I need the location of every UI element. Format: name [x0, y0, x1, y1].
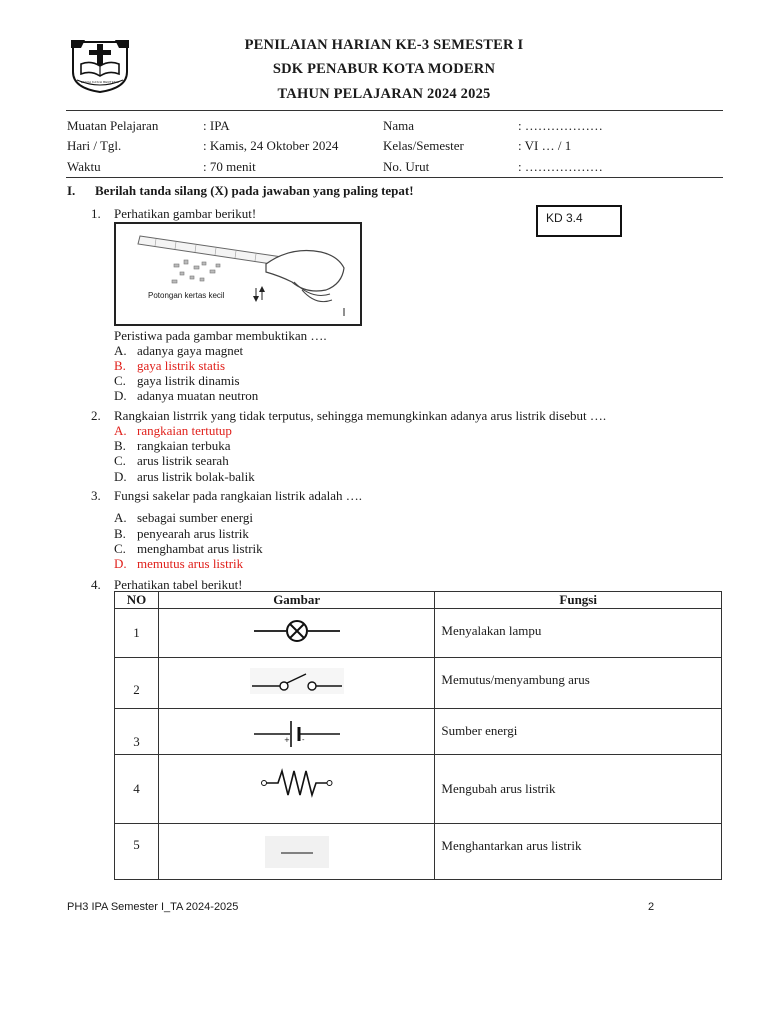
symbol-table — [114, 591, 722, 880]
info-label-subject: Muatan Pelajaran — [67, 118, 159, 133]
switch-symbol-icon — [250, 668, 344, 694]
info-label-date: Hari / Tgl. — [67, 138, 122, 153]
q3-option-b: B. penyearah arus listrik — [114, 526, 249, 541]
q2-number: 2. — [91, 408, 101, 423]
info-label-class: Kelas/Semester — [383, 138, 464, 153]
q2-text: Rangkaian listrrik yang tidak terputus, sehingga memungkinkan adanya arus listrik disebut …. — [114, 408, 607, 423]
info-value-class: : VI … / 1 — [518, 138, 572, 153]
header-title-line1: PENILAIAN HARIAN KE-3 SEMESTER I — [244, 37, 524, 53]
table-cell-gambar — [158, 824, 434, 880]
table-cell-gambar — [158, 658, 434, 709]
footer-left-text: PH3 IPA Semester I_TA 2024-2025 — [67, 901, 239, 913]
q3-text: Fungsi sakelar pada rangkaian listrik adalah …. — [114, 488, 363, 503]
info-value-subject: : IPA — [203, 118, 230, 133]
table-cell-no: 5 — [115, 824, 159, 880]
header-title-line2: SDK PENABUR KOTA MODERN — [272, 61, 496, 77]
table-row — [115, 609, 722, 658]
table-cell-no: 3 — [115, 709, 159, 755]
q3-option-c: C. menghambat arus listrik — [114, 541, 263, 556]
lamp-symbol-icon — [252, 619, 342, 643]
table-cell-gambar — [158, 709, 434, 755]
q1-option-a: A. adanya gaya magnet — [114, 343, 244, 358]
svg-text:+: + — [283, 736, 290, 744]
q3-option-a: A. sebagai sumber energi — [114, 510, 253, 525]
svg-text:-: - — [301, 736, 305, 744]
q1-option-c: C. gaya listrik dinamis — [114, 373, 240, 388]
q1-figure — [114, 222, 362, 326]
logo-motto: BENIH KASIH BERTEMU — [80, 80, 120, 84]
table-cell-no: 2 — [115, 658, 159, 709]
info-value-number: : ……………… — [518, 159, 603, 174]
q3-number: 3. — [91, 488, 101, 503]
table-header-gambar: Gambar — [158, 592, 434, 609]
q1-prompt: Peristiwa pada gambar membuktikan …. — [114, 328, 327, 343]
header-title-line3: TAHUN PELAJARAN 2024 2025 — [277, 86, 491, 102]
info-value-date: : Kamis, 24 Oktober 2024 — [203, 138, 339, 153]
q2-option-d: D. arus listrik bolak-balik — [114, 469, 255, 484]
table-header-fungsi: Fungsi — [435, 592, 722, 609]
figure-caption: Potongan kertas kecil — [148, 291, 225, 300]
table-cell-no: 1 — [115, 609, 159, 658]
table-cell-fungsi: Memutus/menyambung arus — [435, 658, 722, 709]
battery-symbol-icon — [252, 719, 342, 749]
table-header-no: NO — [115, 592, 159, 609]
q1-option-d: D. adanya muatan neutron — [114, 388, 259, 403]
info-value-time: : 70 menit — [203, 159, 256, 174]
kd-box: KD 3.4 — [536, 205, 622, 237]
q1-option-b-answer: B. gaya listrik statis — [114, 358, 226, 373]
info-value-name: : ……………… — [518, 118, 603, 133]
table-row — [115, 824, 722, 880]
table-header-row — [115, 592, 722, 609]
table-cell-fungsi: Menghantarkan arus listrik — [435, 824, 722, 880]
q1-text: Perhatikan gambar berikut! — [114, 206, 257, 221]
table-cell-gambar — [158, 755, 434, 824]
q2-option-a-answer: A. rangkaian tertutup — [114, 423, 232, 438]
resistor-symbol-icon — [260, 763, 334, 799]
page-number: 2 — [648, 901, 655, 913]
info-label-number: No. Urut — [383, 159, 430, 174]
table-row — [115, 709, 722, 755]
table-cell-no: 4 — [115, 755, 159, 824]
info-divider — [66, 177, 723, 178]
q4-number: 4. — [91, 577, 101, 592]
q1-number: 1. — [91, 206, 101, 221]
info-label-name: Nama — [383, 118, 415, 133]
table-cell-fungsi: Menyalakan lampu — [435, 609, 722, 658]
table-cell-fungsi: Mengubah arus listrik — [435, 755, 722, 824]
info-label-time: Waktu — [67, 159, 101, 174]
table-cell-fungsi: Sumber energi — [435, 709, 722, 755]
comb-paper-illustration — [116, 224, 360, 324]
wire-symbol-icon — [265, 836, 329, 868]
table-row — [115, 658, 722, 709]
header-divider — [66, 110, 723, 111]
table-row — [115, 755, 722, 824]
section-number: I. — [67, 183, 76, 198]
q2-option-c: C. arus listrik searah — [114, 453, 229, 468]
section-instruction: Berilah tanda silang (X) pada jawaban yang paling tepat! — [95, 183, 414, 198]
table-cell-gambar — [158, 609, 434, 658]
q3-option-d-answer: D. memutus arus listrik — [114, 556, 244, 571]
q4-text: Perhatikan tabel berikut! — [114, 577, 243, 592]
q2-option-b: B. rangkaian terbuka — [114, 438, 231, 453]
